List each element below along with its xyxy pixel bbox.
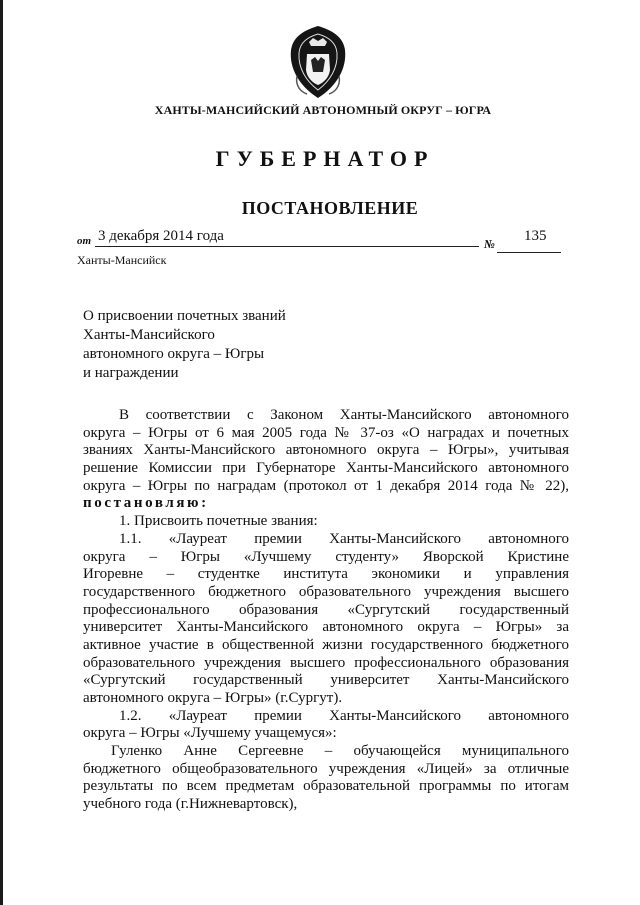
decree-word: постановляю: xyxy=(83,495,209,512)
item-1-1-line: активное участие в общественной жизни государственного бюджетного xyxy=(83,636,569,653)
item-1-2-line: округа – Югры «Лучшему учащемуся»: xyxy=(83,725,337,742)
region-title: ХАНТЫ-МАНСИЙСКИЙ АВТОНОМНЫЙ ОКРУГ – ЮГРА xyxy=(154,103,492,117)
item-1-1-line: «Сургутский государственный университет Ханты-Мансийского xyxy=(83,672,569,689)
coat-of-arms-icon xyxy=(287,24,349,100)
document-body xyxy=(83,407,569,814)
preamble-line: решение Комиссии при Губернаторе Ханты-Мансийского автономного xyxy=(83,460,569,477)
scan-left-edge xyxy=(0,0,3,905)
document-type: ПОСТАНОВЛЕНИЕ xyxy=(241,198,419,218)
document-date: 3 декабря 2014 года xyxy=(98,228,224,244)
subject-line: Ханты-Мансийского xyxy=(83,327,215,343)
item-1-1-line: 1.1. «Лауреат премии Ханты-Мансийского автономного xyxy=(119,530,569,547)
item-1-2-person-line: бюджетного общеобразовательного учреждения «Лицей» за отличные xyxy=(83,760,569,777)
item-1-1-line: округа – Югры «Лучшему студенту» Яворской Кристине xyxy=(83,548,569,565)
subject-block xyxy=(83,307,383,383)
preamble-line: округа – Югры по наградам (протокол от 1 декабря 2014 года № 22), xyxy=(83,477,569,494)
date-underline xyxy=(95,246,479,247)
item-1: 1. Присвоить почетные звания: xyxy=(119,513,318,530)
preamble-line: округа – Югры от 6 мая 2005 года № 37-оз «О наградах и почетных xyxy=(83,424,569,441)
date-prefix: от xyxy=(77,235,92,247)
item-1-1-line: Игоревне – студентке института экономики и управления xyxy=(83,566,569,583)
item-1-1-line: профессионального образования «Сургутский государственный xyxy=(83,601,569,618)
item-1-2-person-line: Гуленко Анне Сергеевне – обучающейся муниципального xyxy=(111,743,569,760)
authority-title: ГУБЕРНАТОР xyxy=(215,146,435,171)
item-1-1-line: государственного бюджетного образовательного учреждения высшего xyxy=(83,583,569,600)
subject-line: автономного округа – Югры xyxy=(83,346,265,362)
preamble-line: В соответствии с Законом Ханты-Мансийского автономного xyxy=(119,407,569,423)
item-1-2-person-line: результаты по всем предметам образовательной программы по итогам xyxy=(83,778,569,795)
number-label: № xyxy=(484,237,495,251)
item-1-1-line: образовательного учреждения высшего профессионального образования xyxy=(83,654,569,671)
preamble-line: званиях Ханты-Мансийского автономного округа – Югры», учитывая xyxy=(83,442,569,459)
item-1-1-line: автономного округа – Югры» (г.Сургут). xyxy=(83,690,343,706)
subject-line: и награждении xyxy=(83,365,179,381)
document-number: 135 xyxy=(524,228,547,244)
item-1-1-line: университет Ханты-Мансийского автономного округа – Югры» за xyxy=(83,619,569,636)
city: Ханты-Мансийск xyxy=(77,253,167,267)
subject-line: О присвоении почетных званий xyxy=(83,308,286,324)
item-1-2-line: 1.2. «Лауреат премии Ханты-Мансийского автономного xyxy=(119,707,569,724)
item-1-2-person-line: учебного года (г.Нижневартовск), xyxy=(83,796,298,813)
number-underline xyxy=(497,252,561,253)
